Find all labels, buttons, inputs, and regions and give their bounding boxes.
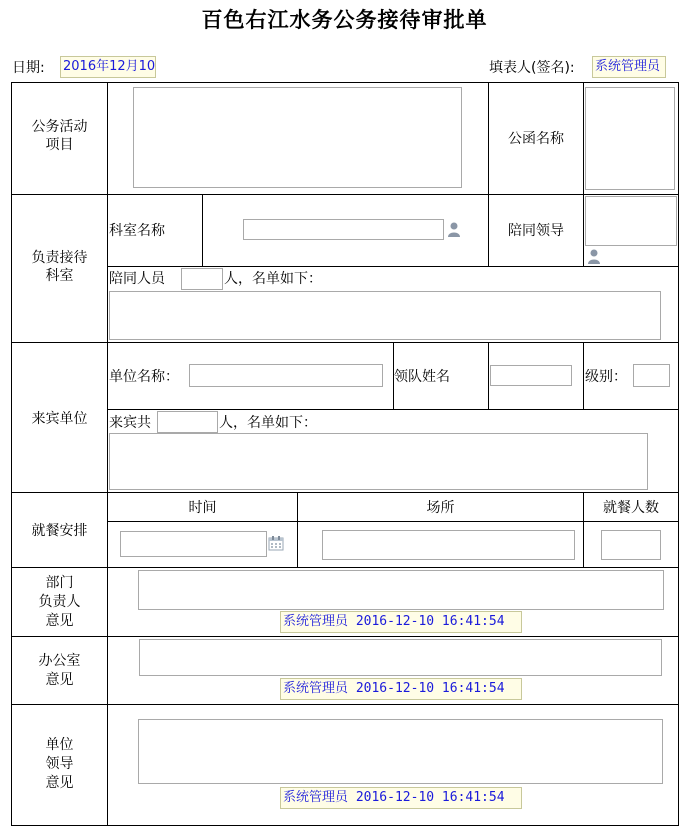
meal-place-header: 场所	[426, 500, 455, 516]
letter-label: 公函名称	[508, 131, 564, 147]
office-signature: 系统管理员 2016-12-10 16:41:54	[280, 678, 522, 700]
dept-head-opinion[interactable]	[138, 570, 664, 610]
person-icon[interactable]	[587, 249, 601, 264]
unit-leader-signature: 系统管理员 2016-12-10 16:41:54	[280, 787, 522, 809]
level-label: 级别：	[585, 369, 627, 385]
office-label: 办公室 意见	[38, 653, 81, 688]
letter-field[interactable]	[585, 87, 675, 190]
office-opinion[interactable]	[139, 639, 662, 676]
meal-count-header: 就餐人数	[603, 500, 659, 516]
meal-place-input[interactable]	[322, 530, 575, 560]
dept-head-label: 部门 负责人 意见	[38, 575, 81, 629]
accompany-staff-suffix: 人，名单如下：	[224, 271, 322, 287]
date-label: 日期:	[12, 60, 45, 76]
date-field[interactable]: 2016年12月10	[60, 56, 156, 78]
guest-count-input[interactable]	[157, 411, 218, 433]
meal-count-input[interactable]	[601, 530, 661, 560]
accompany-leader-field[interactable]	[585, 196, 677, 246]
guest-count-suffix: 人，名单如下：	[219, 415, 317, 431]
guest-label: 来宾单位	[31, 411, 88, 427]
dept-head-signature: 系统管理员 2016-12-10 16:41:54	[280, 611, 522, 633]
dept-name-input[interactable]	[243, 219, 444, 240]
activity-label: 公务活动 项目	[31, 119, 88, 153]
unit-leader-opinion[interactable]	[138, 719, 663, 784]
filler-label: 填表人(签名):	[489, 60, 575, 76]
unit-name-label: 单位名称：	[109, 369, 179, 385]
guest-list-textarea[interactable]	[109, 433, 648, 490]
accompany-staff-label: 陪同人员	[109, 271, 165, 287]
accompany-leader-label: 陪同领导	[508, 223, 564, 239]
leader-name-input[interactable]	[490, 365, 572, 386]
leader-name-label: 领队姓名	[394, 369, 450, 385]
accompany-staff-count[interactable]	[181, 268, 223, 290]
dept-name-label: 科室名称	[109, 223, 165, 239]
meal-time-header: 时间	[188, 500, 217, 516]
calendar-icon[interactable]	[268, 535, 284, 551]
person-icon[interactable]	[447, 222, 461, 237]
page-title: 百色右江水务公务接待审批单	[201, 8, 488, 32]
accompany-staff-textarea[interactable]	[109, 291, 661, 340]
meal-time-input[interactable]	[120, 531, 267, 557]
level-input[interactable]	[633, 364, 670, 387]
unit-name-input[interactable]	[189, 364, 383, 387]
meal-label: 就餐安排	[31, 523, 88, 539]
unit-leader-label: 单位 领导 意见	[45, 737, 74, 791]
dept-label: 负责接待 科室	[31, 250, 88, 284]
filler-field[interactable]: 系统管理员	[592, 56, 666, 78]
guest-count-prefix: 来宾共	[109, 415, 151, 431]
activity-textarea[interactable]	[133, 87, 462, 188]
